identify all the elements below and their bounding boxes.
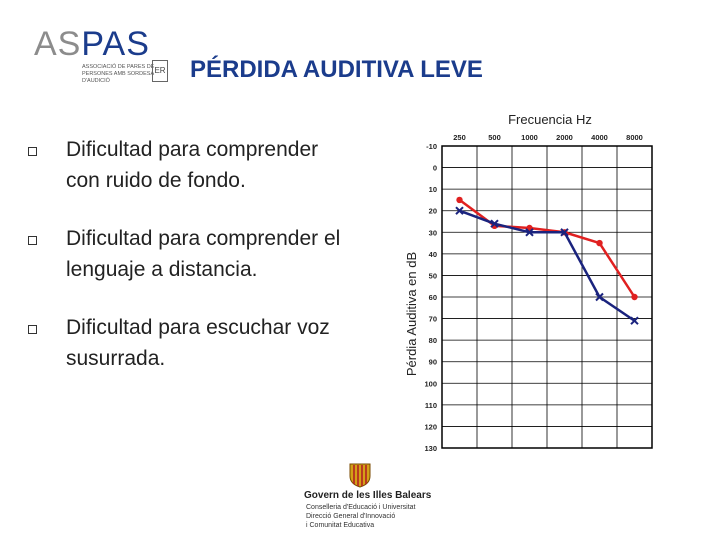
slide-title: PÉRDIDA AUDITIVA LEVE [190,56,483,83]
coat-of-arms-icon [348,462,372,488]
square-bullet-icon [28,236,37,245]
bullet-list [28,134,348,374]
y-tick-label: 120 [424,422,437,432]
logo-wordmark [34,26,150,62]
bullet-text: Dificultad para escuchar voz susurrada. [66,316,330,370]
y-tick-label: 90 [428,357,437,367]
bullet-item [28,312,348,374]
y-tick-label: 80 [428,336,437,346]
y-tick-label: 40 [428,249,437,259]
data-point [596,240,602,246]
square-bullet-icon [28,147,37,156]
y-tick-label: 70 [428,314,437,324]
y-tick-label: -10 [426,142,437,151]
data-point [456,197,462,203]
department-line: Direcció General d'Innovació [306,513,396,520]
y-tick-label: 100 [424,379,437,389]
y-tick-label: 10 [428,185,437,195]
logo-text-as: AS [34,25,82,63]
logo-text-pas: PAS [81,25,150,63]
data-point [631,294,637,300]
bullet-text: Dificultad para comprender el lenguaje a distancia. [66,227,341,281]
audiogram-chart [390,104,670,464]
x-tick-label: 1000 [521,133,538,142]
y-tick-label: 60 [428,293,437,302]
y-tick-label: 130 [424,444,437,453]
logo-subtitle: ASSOCIACIÓ DE PARES DE PERSONES AMB SORDESA D'AUDICIÓ [82,64,155,84]
government-logo [296,458,432,540]
bullet-text: Dificultad para comprender con ruido de fondo. [66,138,319,192]
certification-mark: ER [152,60,168,82]
aspas-logo [34,26,174,96]
square-bullet-icon [28,325,37,334]
x-tick-labels [453,133,643,142]
y-tick-label: 110 [424,400,437,410]
x-tick-label: 500 [488,133,501,142]
y-tick-labels [424,142,437,453]
x-tick-label: 2000 [556,133,573,142]
chart-title: Frecuencia Hz [508,112,592,127]
y-tick-label: 20 [428,206,437,216]
department-line: i Comunitat Educativa [306,522,375,529]
government-name: Govern de les Illes Balears [304,490,432,501]
x-tick-label: 8000 [626,133,643,142]
x-tick-label: 250 [453,133,466,142]
y-tick-label: 30 [428,228,437,238]
department-line: Conselleria d'Educació i Universitat [306,504,416,511]
chart-grid [442,146,652,448]
y-tick-label: 0 [432,163,437,173]
y-tick-label: 50 [428,271,437,281]
bullet-item [28,134,348,196]
y-axis-label: Pérdia Auditiva en dB [404,251,419,377]
x-tick-label: 4000 [591,133,608,142]
bullet-item [28,223,348,285]
